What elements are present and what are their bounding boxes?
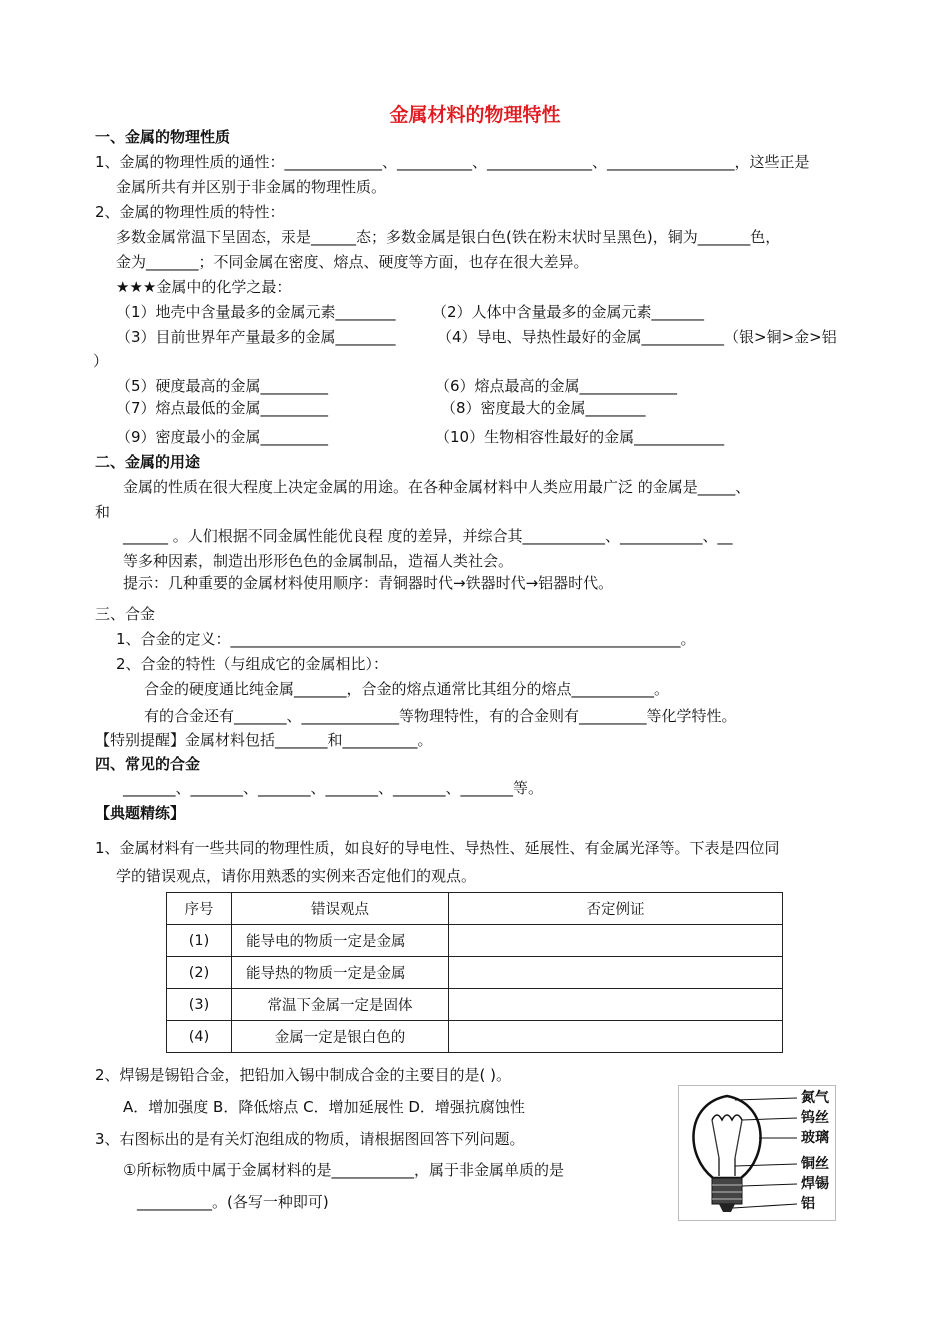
table-cell: 能导热的物质一定是金属 — [232, 957, 449, 989]
p1-line-1: 1、金属材料有一些共同的物理性质，如良好的导电性、导热性、延展性、有金属光泽等。下表是四位同 — [95, 839, 780, 857]
q2-line-2: 金为_______；不同金属在密度、熔点、硬度等方面，也存在很大差异。 — [116, 253, 589, 271]
bulb-label-glass: 玻璃 — [801, 1130, 829, 1146]
bulb-label-aluminum: 铝 — [801, 1196, 815, 1212]
table-row — [167, 925, 783, 957]
alloy-properties: 2、合金的特性（与组成它的金属相比）： — [116, 655, 389, 673]
alloy-line-1: 合金的硬度通比纯金属_______，合金的熔点通常比其组分的熔点___________。 — [144, 680, 670, 698]
table-cell-answer[interactable] — [449, 925, 783, 957]
table-cell-answer[interactable] — [449, 989, 783, 1021]
table-row — [167, 989, 783, 1021]
superlative-7: （7）熔点最低的金属_________ — [116, 399, 329, 417]
table-row — [167, 957, 783, 989]
table-cell-answer[interactable] — [449, 1021, 783, 1053]
bulb-label-solder: 焊锡 — [801, 1176, 829, 1192]
q2-line-1: 多数金属常温下呈固态，汞是______态；多数金属是银白色(铁在粉末状时呈黑色)，铜为_______色， — [116, 228, 781, 246]
table-cell: (3) — [167, 989, 232, 1021]
table-header-row — [167, 893, 783, 925]
superlative-2: （2）人体中含量最多的金属元素_______ — [432, 303, 705, 321]
superlative-8: （8）密度最大的金属________ — [441, 399, 646, 417]
superlative-10: （10）生物相容性最好的金属____________ — [435, 428, 725, 446]
uses-line-3: ______ 。人们根据不同金属性能优良程 度的差异，并综合其___________、___________、__ — [123, 527, 733, 545]
p2-question: 2、焊锡是锡铅合金，把铅加入锡中制成合金的主要目的是( )。 — [95, 1066, 512, 1084]
superlatives-heading: ★★★金属中的化学之最： — [116, 278, 292, 296]
superlative-1: （1）地壳中含量最多的金属元素________ — [116, 303, 396, 321]
p2-options: A．增加强度 B．降低熔点 C．增加延展性 D．增强抗腐蚀性 — [123, 1098, 525, 1116]
p3-sub-2: __________。(各写一种即可) — [137, 1193, 329, 1211]
uses-line-4: 等多种因素，制造出形形色色的金属制品，造福人类社会。 — [123, 552, 514, 570]
special-note: 【特别提醒】金属材料包括_______和__________。 — [95, 731, 433, 749]
p3-question: 3、右图标出的是有关灯泡组成的物质，请根据图回答下列问题。 — [95, 1130, 525, 1148]
alloy-line-2: 有的合金还有_______、_____________等物理特性，有的合金则有_________等化学特性。 — [144, 707, 737, 725]
q1-text: 1、金属的物理性质的通性：_____________、__________、______________、_________________，这些正是 — [95, 153, 810, 171]
superlative-4-close: ） — [93, 352, 109, 370]
superlative-9: （9）密度最小的金属_________ — [116, 428, 329, 446]
superlative-6: （6）熔点最高的金属_____________ — [435, 377, 678, 395]
section-1-heading: 一、金属的物理性质 — [95, 128, 231, 146]
table-cell-answer[interactable] — [449, 957, 783, 989]
uses-hint: 提示：几种重要的金属材料使用顺序：青铜器时代→铁器时代→铝器时代。 — [123, 574, 614, 592]
table-cell: 能导电的物质一定是金属 — [232, 925, 449, 957]
section-3-heading: 三、合金 — [95, 605, 156, 623]
table-row — [167, 1021, 783, 1053]
superlative-5: （5）硬度最高的金属_________ — [116, 377, 329, 395]
table-cell: 常温下金属一定是固体 — [232, 989, 449, 1021]
bulb-label-nitrogen: 氮气 — [801, 1090, 829, 1106]
superlative-3: （3）目前世界年产量最多的金属________ — [116, 328, 396, 346]
p1-line-2: 学的错误观点，请你用熟悉的实例来否定他们的观点。 — [116, 867, 477, 885]
uses-line-2: 和 — [95, 503, 111, 521]
uses-line-1: 金属的性质在很大程度上决定金属的用途。在各种金属材料中人类应用最广泛 的金属是_____、 — [123, 478, 751, 496]
common-alloys: _______、_______、_______、_______、_______、_______等。 — [123, 779, 544, 797]
q1-text-cont: 金属所共有并区别于非金属的物理性质。 — [116, 178, 387, 196]
bulb-label-copper: 铜丝 — [801, 1156, 829, 1172]
table-header: 否定例证 — [449, 893, 783, 925]
table-cell: (4) — [167, 1021, 232, 1053]
table-cell: (2) — [167, 957, 232, 989]
page-title: 金属材料的物理特性 — [389, 104, 561, 126]
q2-text: 2、金属的物理性质的特性： — [95, 203, 285, 221]
superlative-4: （4）导电、导热性最好的金属___________（银>铜>金>铝 — [437, 328, 837, 346]
table-header: 错误观点 — [232, 893, 449, 925]
bulb-label-tungsten: 钨丝 — [801, 1110, 829, 1126]
practice-heading: 【典题精练】 — [95, 804, 186, 822]
misconception-table — [166, 892, 783, 1053]
section-4-heading: 四、常见的合金 — [95, 755, 201, 773]
light-bulb-figure — [678, 1085, 836, 1221]
table-cell: (1) — [167, 925, 232, 957]
p3-sub-1: ①所标物质中属于金属材料的是___________，属于非金属单质的是 — [123, 1161, 564, 1179]
table-header: 序号 — [167, 893, 232, 925]
table-cell: 金属一定是银白色的 — [232, 1021, 449, 1053]
alloy-definition: 1、合金的定义：____________________________________________________________。 — [116, 630, 696, 648]
section-2-heading: 二、金属的用途 — [95, 453, 201, 471]
